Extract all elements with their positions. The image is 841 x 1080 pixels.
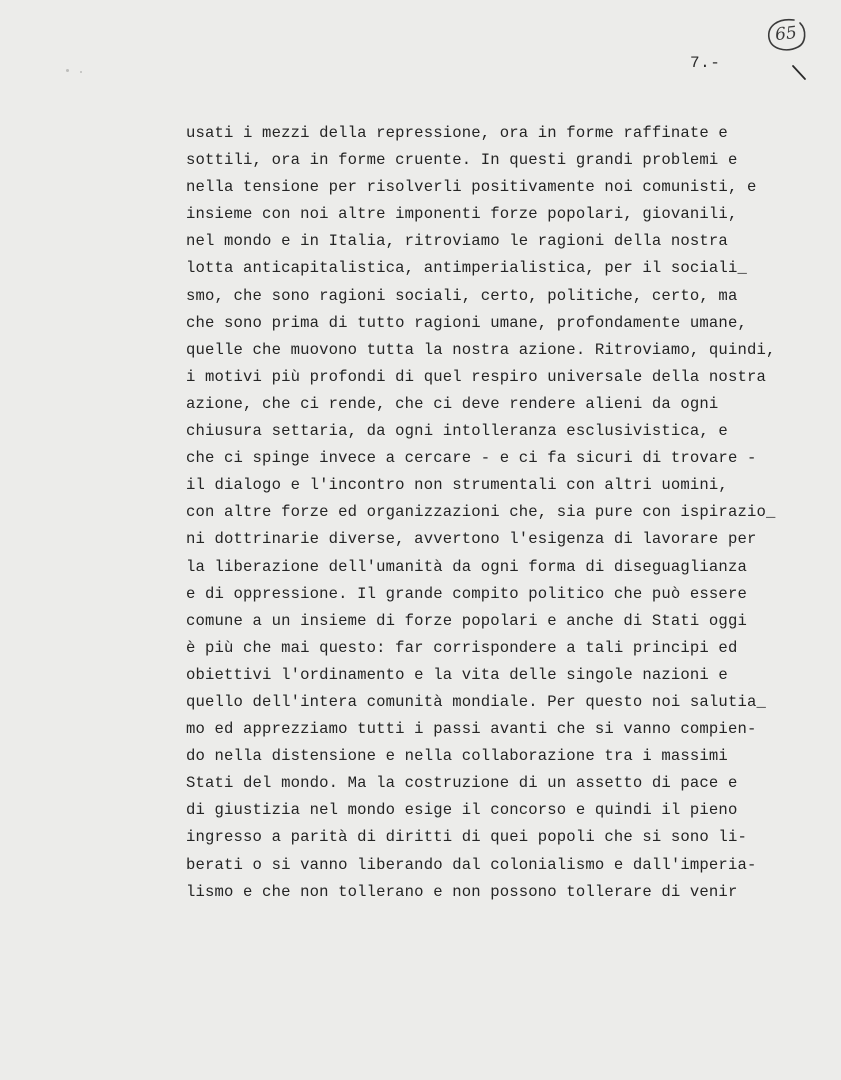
text-line: di giustizia nel mondo esige il concorso e quindi il pieno <box>186 801 738 820</box>
text-line: è più che mai questo: far corrispondere a tali principi ed <box>186 638 738 657</box>
stamp-number: 65 <box>774 22 798 46</box>
text-line: lismo e che non tollerano e non possono tollerare di venir <box>186 882 738 901</box>
text-line: Stati del mondo. Ma la costruzione di un assetto di pace e <box>186 774 738 793</box>
archive-stamp <box>764 16 808 54</box>
text-line: i motivi più profondi di quel respiro universale della nostra <box>186 367 766 386</box>
text-line: do nella distensione e nella collaborazione tra i massimi <box>186 747 728 766</box>
text-line: ni dottrinarie diverse, avvertono l'esigenza di lavorare per <box>186 530 757 549</box>
text-line: smo, che sono ragioni sociali, certo, politiche, certo, ma <box>186 286 738 305</box>
text-line: la liberazione dell'umanità da ogni forma di diseguaglianza <box>186 557 747 576</box>
text-line: con altre forze ed organizzazioni che, sia pure con ispirazio_ <box>186 503 776 522</box>
text-line: lotta anticapitalistica, antimperialistica, per il sociali_ <box>186 259 747 278</box>
text-line: quelle che muovono tutta la nostra azione. Ritroviamo, quindi, <box>186 340 776 359</box>
margin-tick-icon <box>790 64 810 82</box>
text-line: comune a un insieme di forze popolari e anche di Stati oggi <box>186 611 747 630</box>
text-line: ingresso a parità di diritti di quei popoli che si sono li- <box>186 828 747 847</box>
text-line: nel mondo e in Italia, ritroviamo le ragioni della nostra <box>186 232 728 251</box>
text-line: il dialogo e l'incontro non strumentali con altri uomini, <box>186 476 728 495</box>
text-line: chiusura settaria, da ogni intolleranza esclusivistica, e <box>186 422 728 441</box>
text-line: obiettivi l'ordinamento e la vita delle singole nazioni e <box>186 665 728 684</box>
paper-speck <box>80 71 82 73</box>
text-line: che ci spinge invece a cercare - e ci fa sicuri di trovare - <box>186 449 757 468</box>
text-line: berati o si vanno liberando dal colonialismo e dall'imperia- <box>186 855 757 874</box>
text-line: azione, che ci rende, che ci deve rendere alieni da ogni <box>186 394 719 413</box>
text-line: quello dell'intera comunità mondiale. Per questo noi salutia_ <box>186 692 766 711</box>
text-line: mo ed apprezziamo tutti i passi avanti che si vanno compien- <box>186 720 757 739</box>
text-line: insieme con noi altre imponenti forze popolari, giovanili, <box>186 205 738 224</box>
text-line: e di oppressione. Il grande compito politico che può essere <box>186 584 747 603</box>
page-number: 7.- <box>690 54 721 72</box>
text-line: sottili, ora in forme cruente. In questi grandi problemi e <box>186 151 738 170</box>
paper-speck <box>66 69 69 72</box>
typed-text-body <box>186 120 826 906</box>
text-line: nella tensione per risolverli positivamente noi comunisti, e <box>186 178 757 197</box>
text-line: usati i mezzi della repressione, ora in forme raffinate e <box>186 124 728 142</box>
text-line: che sono prima di tutto ragioni umane, profondamente umane, <box>186 313 747 332</box>
